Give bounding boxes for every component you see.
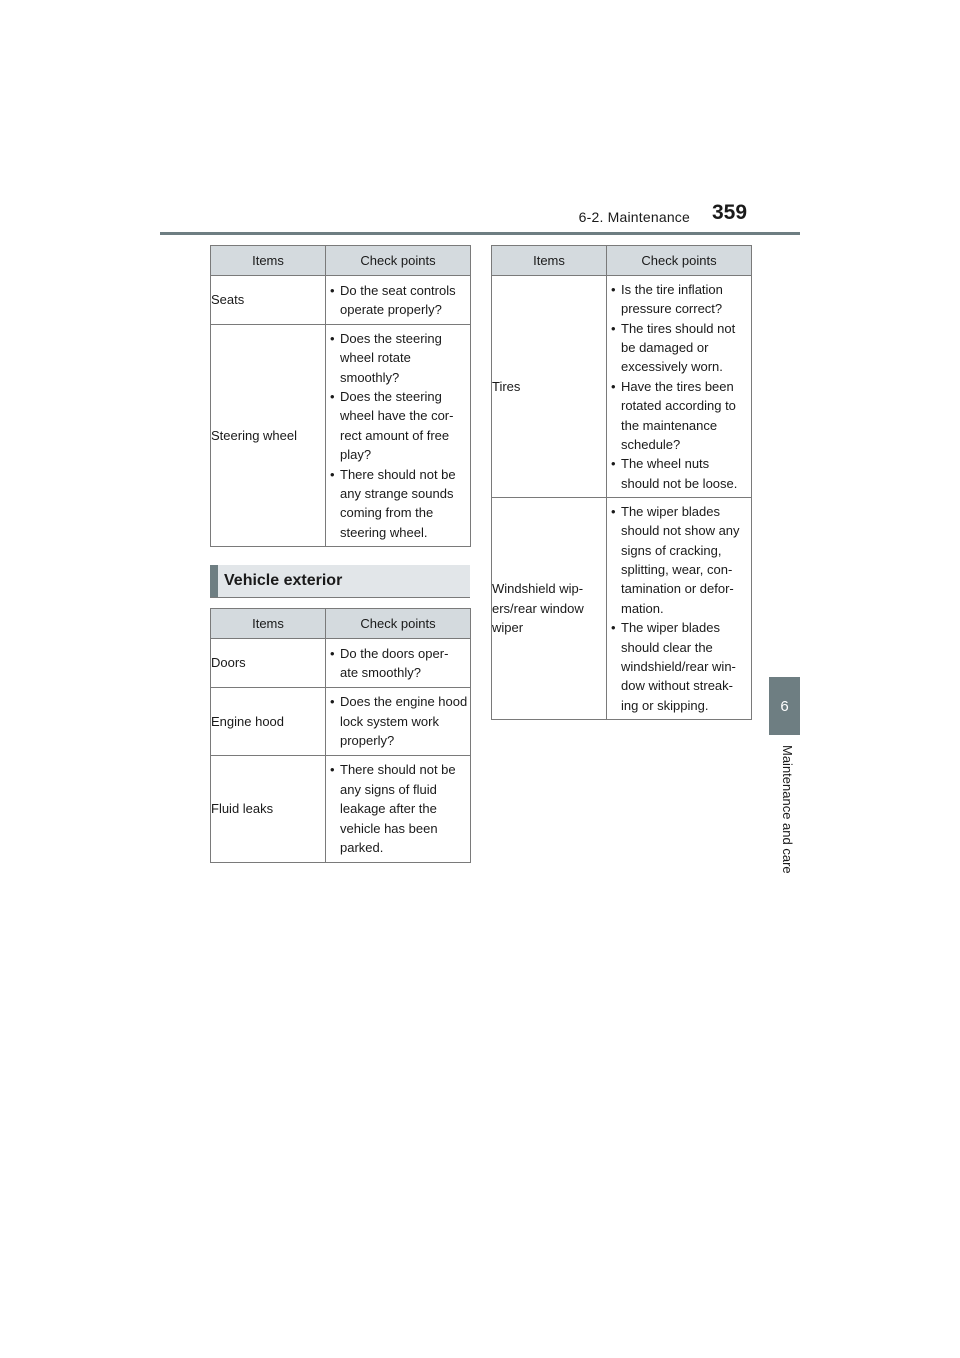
table-row bbox=[211, 639, 471, 688]
check-point: • Does the steering wheel have the cor- rect amount of free play? bbox=[326, 387, 470, 465]
check-point: • Have the tires been rotated according to the maintenance schedule? bbox=[607, 377, 751, 455]
check-points-column-header: Check points bbox=[607, 246, 752, 276]
table-header-row bbox=[492, 246, 752, 276]
section-heading-vehicle-exterior: Vehicle exterior bbox=[210, 565, 470, 597]
header-rule bbox=[160, 232, 800, 235]
check-point: • Does the engine hood lock system work properly? bbox=[326, 692, 470, 750]
item-cell: Tires bbox=[492, 276, 607, 498]
table-row bbox=[211, 276, 471, 325]
items-column-header: Items bbox=[211, 246, 326, 276]
check-point: • There should not be any signs of fluid leakage after the vehicle has been parked. bbox=[326, 760, 470, 857]
check-point: • Is the tire inflation pressure correct? bbox=[607, 280, 751, 319]
check-point: • There should not be any strange sounds coming from the steering wheel. bbox=[326, 465, 470, 543]
check-points-cell bbox=[326, 756, 471, 863]
tires-wipers-check-table bbox=[491, 245, 752, 720]
check-point: • Do the seat controls operate properly? bbox=[326, 281, 470, 320]
check-point: • The tires should not be damaged or excessively worn. bbox=[607, 319, 751, 377]
check-points-column-header: Check points bbox=[326, 246, 471, 276]
section-rule bbox=[210, 597, 470, 598]
table-header-row bbox=[211, 246, 471, 276]
check-points-cell bbox=[326, 325, 471, 547]
section-title: 6-2. Maintenance bbox=[578, 209, 690, 225]
check-points-cell bbox=[326, 276, 471, 325]
check-points-cell bbox=[607, 498, 752, 720]
check-points-cell bbox=[607, 276, 752, 498]
item-cell: Steering wheel bbox=[211, 325, 326, 547]
table-row bbox=[211, 756, 471, 863]
check-points-cell bbox=[326, 639, 471, 688]
table-row bbox=[211, 325, 471, 547]
check-points-cell bbox=[326, 688, 471, 756]
check-point: • The wiper blades should not show any signs of cracking, splitting, wear, con- tamination or defor- mation. bbox=[607, 502, 751, 618]
items-column-header: Items bbox=[492, 246, 607, 276]
check-point: • The wiper blades should clear the windshield/rear win- dow without streak- ing or skipping. bbox=[607, 618, 751, 715]
chapter-side-label: Maintenance and care bbox=[780, 745, 795, 874]
item-cell: Fluid leaks bbox=[211, 756, 326, 863]
check-point: • Does the steering wheel rotate smoothly? bbox=[326, 329, 470, 387]
check-point: • Do the doors oper- ate smoothly? bbox=[326, 644, 470, 683]
item-cell: Seats bbox=[211, 276, 326, 325]
check-points-column-header: Check points bbox=[326, 609, 471, 639]
table-row bbox=[211, 688, 471, 756]
check-point: • The wheel nuts should not be loose. bbox=[607, 454, 751, 493]
exterior-check-table bbox=[210, 608, 471, 863]
table-row bbox=[492, 276, 752, 498]
table-row bbox=[492, 498, 752, 720]
chapter-tab bbox=[769, 677, 800, 735]
table-header-row bbox=[211, 609, 471, 639]
page-number: 359 bbox=[712, 201, 748, 224]
interior-check-table bbox=[210, 245, 471, 547]
items-column-header: Items bbox=[211, 609, 326, 639]
item-cell: Engine hood bbox=[211, 688, 326, 756]
chapter-number: 6 bbox=[780, 697, 789, 715]
item-cell: Doors bbox=[211, 639, 326, 688]
item-cell: Windshield wip- ers/rear window wiper bbox=[492, 498, 607, 720]
